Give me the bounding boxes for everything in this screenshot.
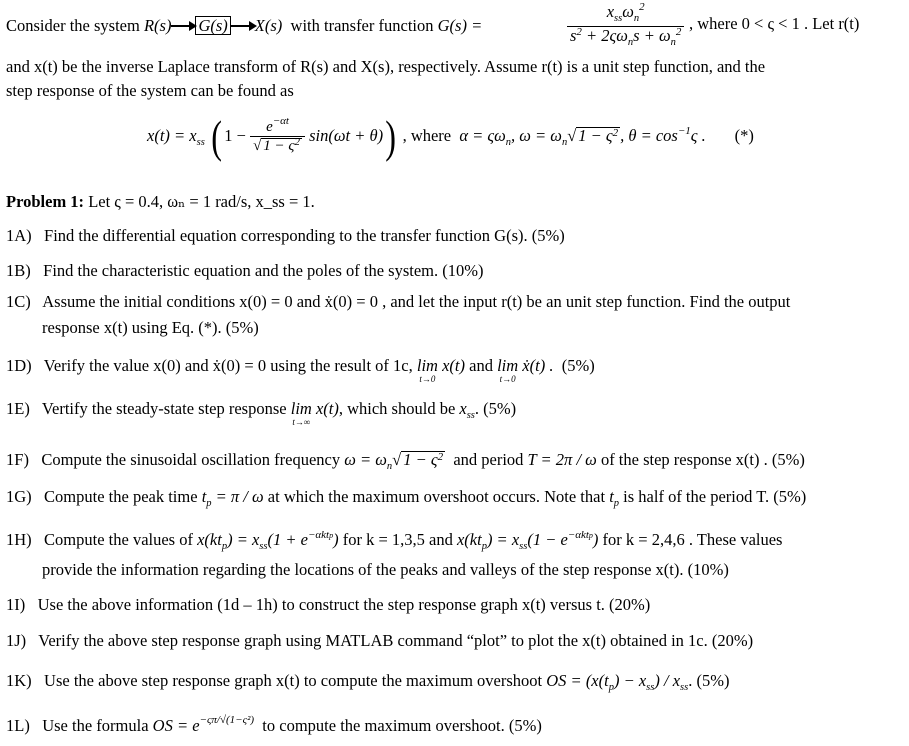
arrow-icon [171,25,195,27]
item-text: Use the above information (1d – 1h) to construct the step response graph x(t) versus t. (20%) [37,595,651,614]
block-diagram-G: G(s) [195,16,230,35]
arrow-icon [231,25,255,27]
item-text: Verify the above step response graph using MATLAB command “plot” to plot the x(t) obtained in 1c. (20%) [38,631,754,650]
item-1J: 1J) Verify the above step response graph using MATLAB command “plot” to plot the x(t) obtained in 1c. (20%) [6,631,754,650]
intro-line-2: and x(t) be the inverse Laplace transform of R(s) and X(s), respectively. Assume r(t) is a unit step function, and the [6,57,766,76]
item-1G: 1G) Compute the peak time $t_p = \pi / \omega$ at which the maximum overshoot occurs. Note that $t_p$ is half of the period T. (5%) [6,487,807,509]
item-text: Verify the value x(0) and ẋ(0) = 0 using the result of 1c, [43,356,413,375]
item-id: 1H [6,530,27,549]
item-1B: 1B) Find the characteristic equation and the poles of the system. (10%) [6,261,484,280]
item-1K: 1K) Use the above step response graph x(t) to compute the maximum overshoot OS = $(x(t_p) - x_{ss}) / x_{ss}$. (5%) [6,671,730,693]
item-id: 1L [6,716,25,735]
item-text: Use the above step response graph x(t) to compute the maximum overshoot [44,671,543,690]
item-id: 1D [6,356,27,375]
step-response-equation: $x(t) = x_{ss}$ ( 1 − $\frac{e^{-\alpha t}}{√ 1 - \varsigma^2}$ sin(ωt + θ)) , where $\alpha = \varsigma\omega_n$, $\omega = \omega_n√$ $1 - \varsigma^2$ , $\theta = \cos^{-1}\varsigma$ . (*) [147,111,754,163]
item-id: 1B [6,261,26,280]
item-id: 1I [6,595,20,614]
item-id: 1F [6,450,24,469]
item-1H: 1H) Compute the values of $x(kt_p) = x_{ss}(1 + e^{-\alpha ktp})$ for k = 1,3,5 and $x(kt_p) = x_{ss}(1 - e^{-\alpha ktp})$ for k = 2,4,6 . These values [6,529,783,552]
item-1C: 1C) Assume the initial conditions x(0) = 0 and ẋ(0) = 0 , and let the input r(t) be an unit step function. Find the output [6,292,791,311]
item-text: Compute the values of [44,530,193,549]
item-id: 1K [6,671,27,690]
item-1L: 1L) Use the formula OS = $e^{-\varsigma\pi/√(1-\varsigma^2)}$ to compute the maximum overshoot. (5%) [6,714,542,735]
intro-line-1-tail [689,16,859,33]
item-1A: 1A) Find the differential equation corresponding to the transfer function G(s). (5%) [6,226,565,245]
item-text: Use the formula [42,716,149,735]
transfer-function-fraction [567,1,684,48]
problem-heading [6,194,315,211]
tf-fraction: $\frac{x_{ss}\omega_n^2}{s^2 + 2\varsigma\omega_ns + \omega_n^2}$ [567,4,684,48]
item-text: Compute the sinusoidal oscillation frequency [41,450,341,469]
item-text: Compute the peak time [44,487,198,506]
item-1C-cont: response x(t) using Eq. (*). (5%) [42,318,259,337]
item-1D: 1D) Verify the value x(0) and ẋ(0) = 0 using the result of 1c, lim t→0 x(t) and lim t→0 ẋ(t) . (5%) [6,356,595,384]
intro-line-3: step response of the system can be found as [6,81,294,100]
item-1H-cont: provide the information regarding the locations of the peaks and valleys of the step response x(t). (10%) [42,560,729,579]
intro-line-1 [6,16,482,35]
item-1I: 1I) Use the above information (1d – 1h) to construct the step response graph x(t) versus t. (20%) [6,595,651,614]
intro-text-b: with transfer function [290,16,434,35]
item-text: Vertify the steady-state step response [41,399,287,418]
math-Gs: G(s) = [437,16,483,35]
limit-xdot: lim t→0 [497,356,519,384]
equation-tag: (*) [734,125,754,145]
item-id: 1J [6,631,21,650]
item-text: Find the characteristic equation and the poles of the system. (10%) [43,261,484,280]
item-id: 1G [6,487,27,506]
item-text: Assume the initial conditions x(0) = 0 and ẋ(0) = 0 , and let the input r(t) be an unit step function. Find the output [42,292,791,311]
item-1F: 1F) Compute the sinusoidal oscillation frequency $\omega = \omega_n√$ $1 - \varsigma^2$ and period T = 2π / ω of the step response x(t) . (5%) [6,450,805,472]
item-text: Find the differential equation corresponding to the transfer function G(s). (5%) [44,226,565,245]
math-Xs: X(s) [254,16,283,35]
math-Rs: R(s) [143,16,172,35]
problem-params: Let ς = 0.4, ωₙ = 1 rad/s, x_ss = 1. [88,192,315,211]
intro-text-a: Consider the system [6,16,140,35]
intro-text-c: , where 0 < ς < 1 . Let r(t) [689,14,860,33]
item-id: 1E [6,399,25,418]
limit-x: lim t→0 [416,356,438,384]
where-label: , where [402,125,452,145]
problem-title: Problem 1: [6,192,85,211]
item-1E: 1E) Vertify the steady-state step response lim t→∞ x(t), which should be $x_{ss}$. (5%) [6,399,517,427]
item-id: 1A [6,226,27,245]
item-id: 1C [6,292,26,311]
